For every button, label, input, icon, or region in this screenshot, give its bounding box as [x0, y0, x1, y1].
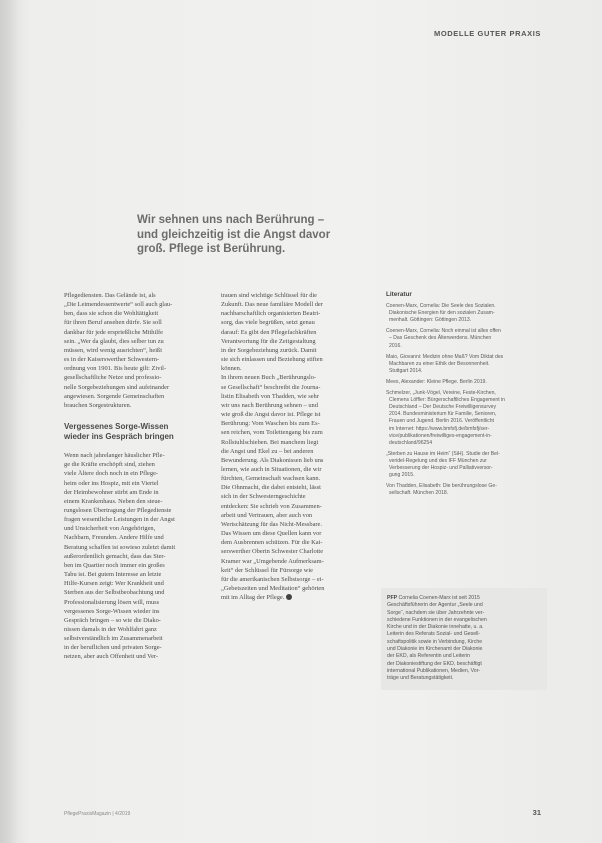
- author-line: Cornelia Coenen-Marx ist seit 2015: [398, 595, 480, 601]
- literature-line: sellschaft. München 2018.: [389, 490, 449, 497]
- body-text-line: mit im Alltag der Pflege.: [221, 593, 371, 602]
- literature-title: Literatur: [386, 291, 412, 298]
- section-subhead: [64, 422, 212, 442]
- body-text-line: nelle Sorgebeziehungen sind aufeinander: [64, 383, 170, 391]
- literature-line: menhalt. Göttingen: Göttingen 2013.: [389, 317, 472, 324]
- body-text-line: sie sich einlassen und Beziehung stiften: [221, 356, 323, 364]
- literature-line: „Sterben zu Hause im Heim“ (SiH). Studie der Bel-: [386, 450, 500, 457]
- body-text-line: dankbar für jede ersprießliche Mithilfe: [64, 328, 164, 336]
- subhead-line: wieder ins Gespräch bringen: [64, 432, 174, 442]
- author-line: international Publikationen, Medien, Vor-: [387, 667, 481, 674]
- body-text-line: serswerther Oberin Schwester Charlotte: [221, 548, 324, 556]
- body-text-line: wie groß die Angst davor ist. Pflege ist: [221, 411, 321, 419]
- literature-line: 2016.: [389, 342, 402, 349]
- literature-line: Stuttgart 2014.: [389, 367, 423, 374]
- paragraph-sorge-wissen: [64, 451, 212, 662]
- body-text-line: müssen, wird wenig ausrichten“, heißt: [64, 346, 162, 354]
- body-text-line: „Gebetszeiten und Meditation“ gehörten: [221, 585, 325, 592]
- body-text-line: „Die Leimendessentwerte“ soll auch glau-: [64, 301, 173, 309]
- article-end-icon: [286, 594, 292, 600]
- body-text-line: Wertschätzung für das Nicht-Messbare.: [221, 520, 322, 528]
- body-text-line: wir uns nach Berührung sehnen – und: [221, 401, 318, 409]
- body-text-line: nissen damals in der Wohlfahrt ganz: [64, 626, 157, 633]
- body-text-line: Nachbarn, Freunden. Andere Hilfe und: [64, 534, 164, 542]
- body-text-line: Gespräch bringen – so wie die Diako-: [64, 616, 161, 624]
- literature-line: Frauen und Jugend. Berlin 2016. Veröffentlicht: [389, 418, 494, 425]
- body-text-line: brauchen Sorgestrukturen.: [64, 401, 132, 409]
- body-text-line: rungslosen Übertragung der Pflegedienste: [64, 506, 172, 514]
- author-line: träge und Beratungstätigkeit.: [387, 675, 454, 682]
- literature-entry: [386, 451, 548, 479]
- body-text-line: sich in der Schwesterngeschichte: [221, 493, 306, 501]
- pull-quote-line: und gleichzeitig ist die Angst davor: [137, 228, 331, 241]
- literature-line: Clemens Löffler: Bürgerschaftliches Engagement in: [389, 397, 505, 404]
- body-text-line: lernen, wie auch in Situationen, die wir: [221, 465, 322, 473]
- body-text-line: keit“ der Schlüssel für Fürsorge wie: [221, 566, 313, 574]
- body-text-line: heim oder ins Hospiz, mit ein Viertel: [64, 479, 159, 487]
- literature-entry: [386, 354, 548, 375]
- body-text-line: ben, dass sie schon die Wohltätigkeit: [64, 310, 159, 318]
- body-text-line: es in der Kaiserswerther Schwestern-: [64, 356, 160, 364]
- body-text-line: sorg, das viele begrüßen, setzt genau: [221, 319, 315, 327]
- author-box: [381, 588, 547, 690]
- body-text-line: können.: [221, 365, 242, 373]
- author-line: schaftspolitik sowie in Verbindung, Kirche: [387, 638, 483, 645]
- body-text-line: außerordentlich gemacht, dass das Ster-: [64, 552, 166, 560]
- body-text-line: vergessenes Sorge-Wissen wieder ins: [64, 607, 160, 615]
- author-line: der EKD, als Referentin und Leiterin: [387, 653, 471, 660]
- literature-line: Schmelzer, „Junk-Vögel, Vereine, Feste-Kirchen,: [386, 390, 496, 397]
- body-text-line: der Heimbewohner stirbt am Ende in: [64, 488, 159, 496]
- literature-entry: [386, 483, 548, 497]
- body-text-line: in der beruflichen und privaten Sorge-: [64, 644, 162, 652]
- literature-line: Diakonische Energien für den sozialen Zusam-: [389, 310, 495, 317]
- literature-entry: [386, 328, 548, 349]
- body-column-middle: [221, 291, 371, 602]
- body-text-line: für die amerikanischen Selbstsorge – ei-: [221, 575, 324, 583]
- body-text-line: Kramer war „Umgebende Aufmerksam-: [221, 557, 324, 565]
- author-line: Kirche und in der Diakonie innehatte, u. a.: [387, 624, 484, 631]
- body-text-line: sen reichen, vom Toilettengang bis zum: [221, 429, 323, 437]
- author-line: und Diakonie im Kirchenamt der Diakonie: [387, 646, 483, 653]
- body-text-line: nachbarschaftlich organisierten Beatri-: [221, 310, 321, 318]
- literature-line: deutschland/96254: [389, 439, 433, 446]
- literature-line: Von Thadden, Elisabeth: Die berührungslose Ge-: [386, 483, 497, 490]
- body-text-line: Bewunderung. Als Diakonissen lieb uns: [221, 456, 324, 464]
- body-text-line: ben im Quartier noch immer ein großes: [64, 561, 165, 569]
- author-line: der Diakoniestiftung der EKD, beschäftigt: [387, 660, 482, 667]
- literature-entry: [386, 303, 548, 324]
- body-text-line: netzen, aber auch Offenheit und Ver-: [64, 653, 159, 661]
- literature-entry: [386, 379, 548, 386]
- body-text-line: viele Ältere doch noch in ein Pflege-: [64, 470, 159, 478]
- body-text-line: Hilfe-Kursen zeigt: Wer Krankheit und: [64, 580, 164, 588]
- author-line: Geschäftsführerin der Agentur „Seele und: [387, 602, 483, 609]
- body-text-line: trauen sind wichtige Schlüssel für die: [221, 292, 318, 299]
- pull-quote: [137, 213, 387, 257]
- author-label: PFP: [387, 595, 398, 601]
- literature-list: [386, 291, 548, 501]
- body-column-left: [64, 291, 212, 662]
- body-text-line: Beratung schaffen ist sowieso zuletzt damit: [64, 543, 176, 551]
- body-text-line: In ihrem neuen Buch „Berührungslo-: [221, 374, 317, 382]
- literature-line: vice/publikationen/freiwilliges-engagement-in-: [389, 432, 492, 439]
- literature-line: Machbaren zu einer Ethik der Besonnenheit.: [389, 360, 490, 367]
- body-text-line: Die Ohnmacht, die dabei entsteht, lässt: [221, 484, 321, 492]
- literature-line: Verbesserung der Hospiz- und Palliativversor-: [389, 464, 493, 471]
- literature-line: gung 2015.: [389, 472, 415, 479]
- body-text-line: Rollstuhlschieben. Bei manchem liegt: [221, 438, 319, 446]
- body-text-line: arbeit und Vertrauen, aber auch von: [221, 511, 313, 519]
- body-text-line: Professionalisierung lösen will, muss: [64, 598, 160, 606]
- paragraph-intro: [64, 291, 212, 410]
- body-text-line: und Unsicherheit von Angehörigen,: [64, 525, 156, 533]
- author-bio: [387, 595, 487, 683]
- body-text-line: Pflegediensten. Das Gelände ist, als: [64, 292, 156, 299]
- pull-quote-line: Wir sehnen uns nach Berührung –: [137, 214, 325, 226]
- body-text-line: Sterben aus der Selbstbeobachtung und: [64, 589, 165, 597]
- body-text-line: Tabu ist. Bei gutem Interesse an letzte: [64, 571, 162, 579]
- body-text-line: darauf: Es gibt den Pflegefachkräften: [221, 328, 317, 336]
- body-text-line: se Gesellschaft“ beschreibt die Journa-: [221, 383, 321, 391]
- binding-shadow: [0, 0, 18, 843]
- body-text-line: listin Elisabeth von Thadden, wie sehr: [221, 392, 319, 400]
- page-number: 31: [532, 808, 541, 817]
- literature-line: Coenen-Marx, Cornelia: Noch einmal ist alles offen: [386, 328, 501, 335]
- footer-publication: PflegePraxisMagazin | 4/2019: [64, 811, 131, 817]
- literature-line: Maio, Giovanni: Medizin ohne Maß? Vom Diktat des: [386, 353, 504, 360]
- body-text-line: dem Ausbrennen schützen. Für die Kai-: [221, 539, 323, 547]
- pull-quote-line: groß. Pflege ist Berührung.: [137, 243, 286, 256]
- body-text-line: die Angst und Ekel zu – bei anderen: [221, 447, 314, 455]
- literature-entries: [386, 303, 548, 497]
- author-name-line: [387, 595, 487, 602]
- literature-line: im Internet: https://www.bmfsfj.de/bmfsfj/ser-: [389, 425, 490, 432]
- body-text-line: selbstverständlich im Zusammenarbeit: [64, 635, 163, 643]
- subhead-line: Vergessenes Sorge-Wissen: [64, 422, 169, 432]
- body-text-line: in der Sorgebeziehung zurück. Damit: [221, 346, 317, 354]
- literature-line: veridel-Regelung und des IFF München zur: [389, 457, 487, 464]
- body-text-line: angewiesen. Sorgende Gemeinschaften: [64, 392, 165, 400]
- section-header: MODELLE GUTER PRAXIS: [433, 29, 541, 38]
- body-text-line: Das Wissen um diese Quellen kann vor: [221, 530, 322, 538]
- body-text-line: Zukunft. Das neue familiäre Modell der: [221, 301, 323, 309]
- literature-line: Mees, Alexander: Kleine Pflege. Berlin 2019.: [386, 378, 487, 385]
- literature-line: Deutschland – Der Deutsche Freiwilligensurvey: [389, 404, 497, 411]
- body-text-line: für ihren Beruf ansehen dürfe. Sie soll: [64, 319, 162, 327]
- body-text-line: Berührung: Vom Waschen bis zum Es-: [221, 420, 320, 428]
- body-text-line: entdecken: Sie schrieb von Zusammen-: [221, 502, 322, 510]
- body-text-line: fragen wesentliche Leistungen in der Angst: [64, 516, 175, 524]
- body-text-line: ge die Kräfte erschöpft sind, ziehen: [64, 461, 155, 469]
- body-text-line: sein. „Wer da glaubt, dies selber tun zu: [64, 337, 164, 345]
- author-line: schiedene Funktionen in der evangelischen: [387, 616, 487, 623]
- body-text-line: Verantwortung für die Zeitgestaltung: [221, 337, 316, 345]
- author-line: Leiterin des Referats Sozial- und Gesell-: [387, 631, 481, 638]
- body-text-line: gesellschaftliche Netze und professio-: [64, 374, 162, 382]
- body-text-line: einem Krankenhaus. Neben den steue-: [64, 497, 163, 505]
- literature-line: Coenen-Marx, Cornelia: Die Seele des Sozialen.: [386, 303, 496, 310]
- literature-line: 2014. Bundesministerium für Familie, Senioren,: [389, 411, 497, 418]
- author-line: Sorge“, nachdem sie über Jahrzehnte ver-: [387, 609, 485, 616]
- body-text-line: Wenn nach jahrelanger häuslicher Pfle-: [64, 452, 165, 460]
- literature-line: – Das Geschenk des Älterwerdens. München: [389, 335, 492, 342]
- literature-entry: [386, 390, 548, 447]
- body-text-line: fürchten, Gemeinschaft wachsen kann.: [221, 475, 321, 483]
- body-text-line: ordnung von 1901. Bis heute gilt: Zivil-: [64, 365, 167, 373]
